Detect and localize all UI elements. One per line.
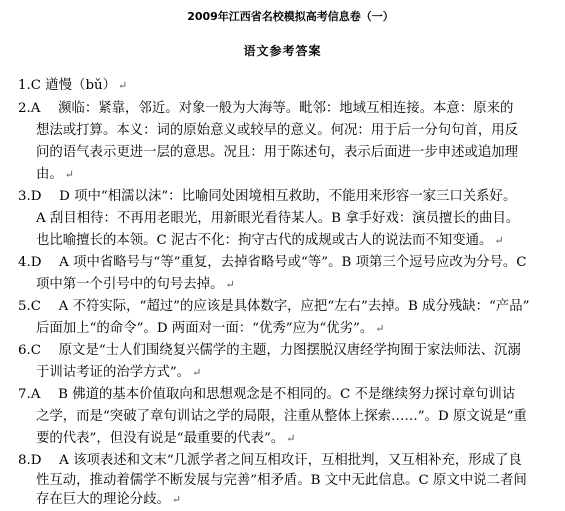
paragraph-mark-icon: ↵ (171, 493, 182, 506)
answer-line: 之学，而是“突破了章句训诂之学的局限，注重从整体上探索……”。D 原文说是“重 (36, 409, 527, 424)
answer-line: 4.D A 项中省略号与“等”重复，去掉省略号或“等”。B 项第三个逗号应改为分号。C (18, 255, 527, 270)
answer-line: 7.A B 佛道的基本价值取向和思想观念是不相同的。C 不是继续努力探讨章句训诂 (18, 387, 516, 402)
answer-line: 想法或打算。本义：词的原始意义或较早的意义。何况：用于后一分句句首，用反 (36, 123, 519, 138)
paragraph-mark-icon: ↵ (375, 322, 385, 335)
answer-line: 问的语气表示更进一层的意思。况且：用于陈述句，表示后面进一步申述或追加理 (36, 145, 519, 160)
paragraph-mark-icon: ↵ (118, 79, 128, 92)
document-subtitle: 语文参考答案 (243, 44, 322, 58)
answer-line: 2.A 濒临：紧靠，邻近。对象一般为大海等。毗邻：地域互相连接。本意：原来的 (18, 101, 514, 116)
paragraph-mark-icon: ↵ (286, 432, 296, 445)
answer-line: 1.C 遒慢（bǔ） ↵ (18, 78, 128, 93)
answer-line: 也比喻擅长的本领。C 泥古不化：拘守古代的成规或古人的说法而不知变通。 ↵ (36, 233, 504, 248)
paragraph-mark-icon: ↵ (192, 366, 202, 379)
answer-line: 8.D A 该项表述和文末“几派学者之间互相攻讦，互相批判，又互相补充，形成了良 (18, 453, 522, 468)
answer-line: 后面加上“的命令”。D 两面对一面：“优秀”应为“优劣”。 ↵ (36, 321, 385, 336)
answer-line: 于训诂考证的治学方式”。 ↵ (36, 365, 202, 380)
answer-line: 性互动，推动着儒学不断发展与完善”相矛盾。B 文中无此信息。C 原文中说二者间 (36, 473, 527, 488)
paragraph-mark-icon: ↵ (494, 234, 504, 247)
answer-line: 3.D D 项中“相濡以沫”：比喻同处困境相互救助，不能用来形容一家三口关系好。 (18, 189, 517, 204)
paragraph-mark-icon: ↵ (225, 278, 235, 291)
answer-line: A 刮目相待：不再用老眼光，用新眼光看待某人。B 拿手好戏：演员擅长的曲目。 (36, 211, 520, 226)
answer-line: 5.C A 不符实际，“超过”的应该是具体数字，应把“左右”去掉。B 成分残缺：“产品” (18, 299, 530, 314)
answer-line: 项中第一个引号中的句号去掉。 ↵ (36, 277, 235, 292)
document-title: 2009年江西省名校模拟高考信息卷（一） (187, 10, 394, 23)
answer-line: 由。 ↵ (36, 167, 74, 182)
answer-line: 存在巨大的理论分歧。 ↵ (36, 492, 182, 507)
answer-line: 要的代表”，但没有说是“最重要的代表”。 ↵ (36, 431, 296, 446)
answer-line: 6.C 原文是“士人们围绕复兴儒学的主题，力图摆脱汉唐经学拘囿于家法师法、沉溺 (18, 343, 521, 358)
paragraph-mark-icon: ↵ (64, 168, 74, 181)
